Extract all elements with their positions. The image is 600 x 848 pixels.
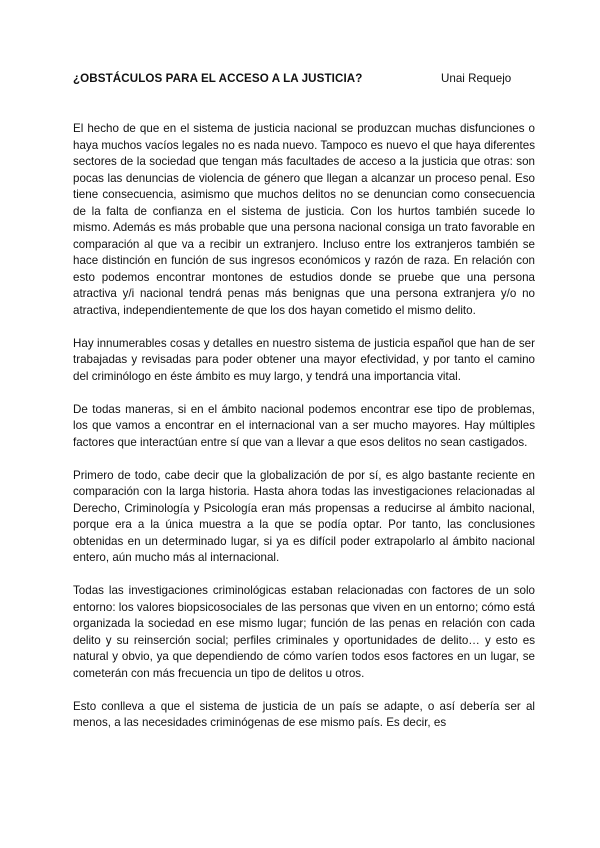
- paragraph: Esto conlleva a que el sistema de justicia de un país se adapte, o así debería ser al menos, a las necesidades criminógenas de ese mismo país. Es decir, es: [73, 699, 535, 729]
- document-title: ¿OBSTÁCULOS PARA EL ACCESO A LA JUSTICIA?: [73, 72, 363, 85]
- paragraph: Todas las investigaciones criminológicas estaban relacionadas con factores de un solo entorno: los valores biopsicosociales de las personas que viven en un entorno; cómo está organizada la sociedad en ese mismo lugar; función de las penas en relación con cada delito y su reinserción social; perfiles criminales y oportunidades de delito… y esto es natural y obvio, ya que dependiendo de cómo varíen todos esos factores en un lugar, se cometerán con más frecuencia un tipo de delitos u otros.: [73, 584, 535, 680]
- document-body: [73, 121, 535, 748]
- document-header: [73, 72, 535, 86]
- paragraph: Primero de todo, cabe decir que la globalización de por sí, es algo bastante reciente en comparación con la larga historia. Hasta ahora todas las investigaciones relacionadas al Derecho, Criminología y Psicología eran más propensas a reducirse al ámbito nacional, porque era a la única muestra a la que se podía optar. Por tanto, las conclusiones obtenidas en un determinado lugar, si ya es difícil poder extrapolarlo al ámbito nacional entero, aún mucho más al internacional.: [73, 468, 535, 564]
- document-author: Unai Requejo: [441, 72, 512, 85]
- paragraph: El hecho de que en el sistema de justicia nacional se produzcan muchas disfunciones o haya muchos vacíos legales no es nada nuevo. Tampoco es nuevo el que haya diferentes sectores de la sociedad que tengan más facultades de acceso a la justicia que otras: son pocas las denuncias de violencia de género que llegan a alcanzar un proceso penal. Eso tiene consecuencia, asimismo que muchos delitos no se denuncian como consecuencia de la falta de confianza en el sistema de justicia. Con los hurtos también sucede lo mismo. Además es más probable que una persona nacional consiga un trato favorable en comparación al que va a recibir un extranjero. Incluso entre los extranjeros también se hace distinción en función de sus ingresos económicos y razón de raza. En relación con esto podemos encontrar montones de estudios donde se pruebe que una persona atractiva y/i nacional tendrá penas más benignas que una persona extranjera y/o no atractiva, independientemente de que los dos hayan cometido el mismo delito.: [73, 122, 535, 317]
- paragraph: De todas maneras, si en el ámbito nacional podemos encontrar ese tipo de problemas, los que vamos a encontrar en el internacional van a ser mucho mayores. Hay múltiples factores que interactúan entre sí que van a llevar a que esos delitos no sean castigados.: [73, 402, 535, 449]
- paragraph: Hay innumerables cosas y detalles en nuestro sistema de justicia español que han de ser trabajadas y revisadas para poder obtener una mayor efectividad, y por tanto el camino del criminólogo en éste ámbito es muy largo, y tendrá una importancia vital.: [73, 336, 535, 383]
